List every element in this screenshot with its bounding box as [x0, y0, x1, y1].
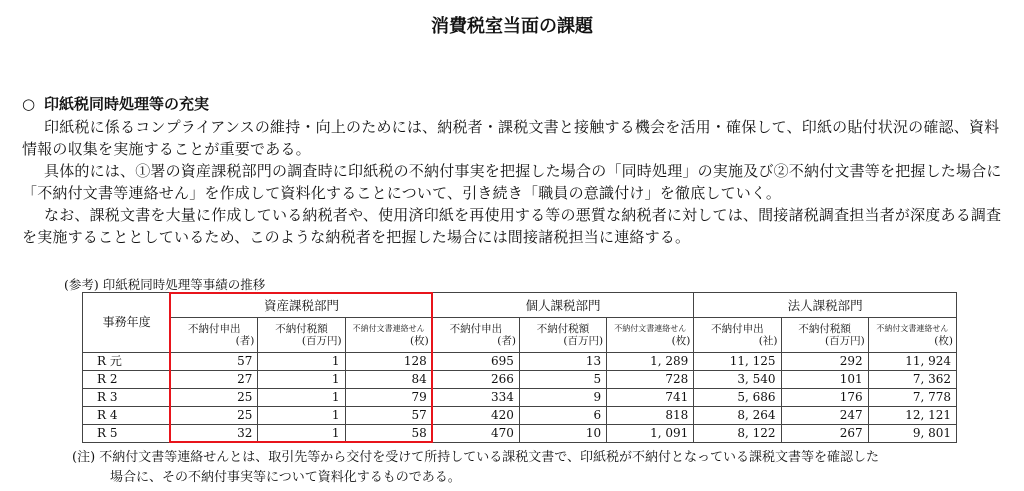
- value-cell: 128: [345, 353, 432, 371]
- circle-bullet-icon: ○: [22, 95, 36, 113]
- value-cell: 1: [258, 425, 345, 443]
- table-note: [72, 448, 972, 488]
- group-header-hojin: 法人課税部門: [694, 293, 957, 318]
- value-cell: 8, 122: [694, 425, 781, 443]
- value-cell: 818: [607, 407, 694, 425]
- value-cell: 11, 125: [694, 353, 781, 371]
- value-cell: 1: [258, 353, 345, 371]
- value-cell: 101: [781, 371, 868, 389]
- value-cell: 9: [519, 389, 606, 407]
- subheader-cell: 不納付申出 (社): [694, 318, 781, 353]
- table-row: [83, 389, 957, 407]
- value-cell: 25: [171, 389, 258, 407]
- value-cell: 247: [781, 407, 868, 425]
- stats-table: [82, 292, 957, 443]
- table-row: [83, 371, 957, 389]
- year-cell: R 4: [83, 407, 171, 425]
- section-heading: [22, 93, 209, 114]
- value-cell: 58: [345, 425, 432, 443]
- value-cell: 6: [519, 407, 606, 425]
- value-cell: 5: [519, 371, 606, 389]
- value-cell: 334: [432, 389, 519, 407]
- value-cell: 5, 686: [694, 389, 781, 407]
- value-cell: 7, 362: [868, 371, 956, 389]
- year-cell: R 元: [83, 353, 171, 371]
- value-cell: 32: [171, 425, 258, 443]
- table-row: [83, 407, 957, 425]
- subheader-cell: 不納付税額 (百万円): [781, 318, 868, 353]
- note-line-2: 場合に、その不納付事実等について資料化するものである。: [110, 470, 461, 485]
- value-cell: 292: [781, 353, 868, 371]
- year-cell: R 2: [83, 371, 171, 389]
- value-cell: 10: [519, 425, 606, 443]
- group-header-shisan: 資産課税部門: [171, 293, 433, 318]
- paragraph-1: 印紙税に係るコンプライアンスの維持・向上のためには、納税者・課税文書と接触する機会を活用・確保して、印紙の貼付状況の確認、資料情報の収集を実施することが重要である。: [22, 118, 1000, 158]
- page-title: 消費税室当面の課題: [431, 16, 593, 37]
- value-cell: 176: [781, 389, 868, 407]
- value-cell: 57: [171, 353, 258, 371]
- paragraph-3: なお、課税文書を大量に作成している納税者や、使用済印紙を再使用する等の悪質な納税者に対しては、間接諸税調査担当者が深度ある調査を実施することとしているため、このような納税者を把握した場合には間接諸税担当に連絡する。: [22, 206, 1002, 246]
- value-cell: 84: [345, 371, 432, 389]
- subheader-cell: 不納付申出 (者): [171, 318, 258, 353]
- section-heading-text: 印紙税同時処理等の充実: [44, 95, 210, 113]
- value-cell: 9, 801: [868, 425, 956, 443]
- year-header: 事務年度: [83, 293, 171, 353]
- value-cell: 8, 264: [694, 407, 781, 425]
- year-cell: R 5: [83, 425, 171, 443]
- value-cell: 11, 924: [868, 353, 956, 371]
- value-cell: 695: [432, 353, 519, 371]
- value-cell: 3, 540: [694, 371, 781, 389]
- value-cell: 13: [519, 353, 606, 371]
- group-header-kojin: 個人課税部門: [432, 293, 694, 318]
- table-row: [83, 353, 957, 371]
- value-cell: 728: [607, 371, 694, 389]
- year-cell: R 3: [83, 389, 171, 407]
- paragraph-2: 具体的には、①署の資産課税部門の調査時に印紙税の不納付事実を把握した場合の「同時処理」の実施及び②不納付文書等を把握した場合に「不納付文書等連絡せん」を作成して資料化することについて、引き続き「職員の意識付け」を徹底していく。: [22, 162, 1002, 202]
- value-cell: 1: [258, 371, 345, 389]
- value-cell: 266: [432, 371, 519, 389]
- value-cell: 79: [345, 389, 432, 407]
- value-cell: 1, 289: [607, 353, 694, 371]
- table-caption: (参考) 印紙税同時処理等事績の推移: [64, 277, 266, 292]
- value-cell: 25: [171, 407, 258, 425]
- subheader-cell: 不納付文書連絡せん (枚): [868, 318, 956, 353]
- table-row: [83, 425, 957, 443]
- value-cell: 1: [258, 389, 345, 407]
- value-cell: 267: [781, 425, 868, 443]
- value-cell: 1, 091: [607, 425, 694, 443]
- subheader-cell: 不納付申出 (者): [432, 318, 519, 353]
- subheader-cell: 不納付文書連絡せん (枚): [607, 318, 694, 353]
- value-cell: 57: [345, 407, 432, 425]
- subheader-cell: 不納付税額 (百万円): [258, 318, 345, 353]
- value-cell: 470: [432, 425, 519, 443]
- subheader-cell: 不納付文書連絡せん (枚): [345, 318, 432, 353]
- value-cell: 741: [607, 389, 694, 407]
- value-cell: 420: [432, 407, 519, 425]
- value-cell: 12, 121: [868, 407, 956, 425]
- value-cell: 27: [171, 371, 258, 389]
- table-body: [83, 353, 957, 443]
- note-line-1: (注) 不納付文書等連絡せんとは、取引先等から交付を受けて所持している課税文書で、印紙税が不納付となっている課税文書等を確認した: [72, 450, 880, 465]
- subheader-cell: 不納付税額 (百万円): [519, 318, 606, 353]
- value-cell: 7, 778: [868, 389, 956, 407]
- value-cell: 1: [258, 407, 345, 425]
